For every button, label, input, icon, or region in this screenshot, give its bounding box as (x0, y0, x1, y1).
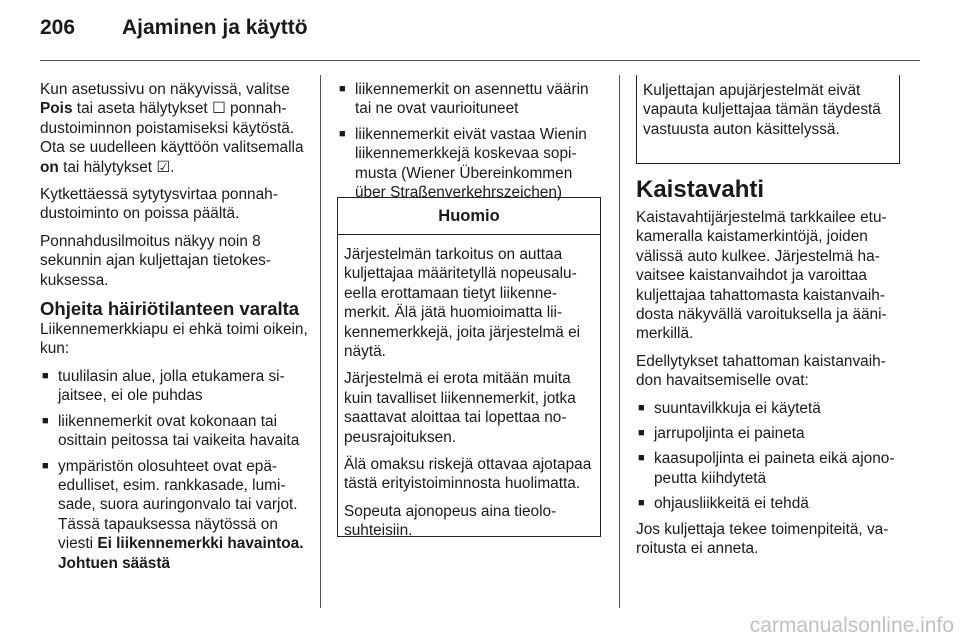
paragraph-popup: Ponnahdusilmoitus näkyy noin 8 sekunnin ajan kuljettajan tietokeskuksessa. (40, 232, 272, 289)
list-item: ■ liikennemerkit eivät vastaa Wienin liikennemerkkejä koskevaa sopimusta (Wiener Übereinkommen über Straßenverkehrszeichen) (337, 125, 603, 203)
paragraph-warning-note: Jos kuljettaja tekee toimenpiteitä, varoitusta ei anneta. (636, 520, 889, 558)
page-title: Ajaminen ja käyttö (122, 16, 308, 39)
column-divider-2 (619, 75, 620, 608)
list-item: ■ ohjausliikkeitä ei tehdä (636, 494, 906, 513)
page-number: 206 (40, 16, 76, 39)
paragraph-description: Kaistavahtijärjestelmä tarkkailee etukameralla kaistamerkintöjä, joiden välissä auto kulkee. Järjestelmä havaitsee kaistanvaihdot ja varoittaa kuljettajaa tahattomasta kaistanvaihdosta näkyvällä varoituksella ja äänimerkillä. (636, 209, 887, 343)
list-item: ■ liikennemerkit on asennettu väärin tai ne ovat vaurioituneet (337, 80, 603, 119)
list-item: ■ tuulilasin alue, jolla etukamera sijaitsee, ei ole puhdas (40, 367, 310, 406)
column-divider-1 (320, 75, 321, 608)
huomio-title: Huomio (338, 197, 600, 235)
list-item: ■ jarrupoljinta ei paineta (636, 424, 906, 443)
list-item: ■ kaasupoljinta ei paineta eikä ajonopeutta kiihdytetä (636, 449, 906, 488)
section-heading-troubleshooting: Ohjeita häiriötilanteen varalta (40, 298, 300, 320)
paragraph-conditions: Edellytykset tahattoman kaistanvaihdon havaitsemiselle ovat: (636, 352, 886, 390)
paragraph-ignition: Kytkettäessä sytytysvirtaa ponnahdustoiminto on poissa päältä. (40, 186, 278, 223)
huomio-paragraph: Sopeuta ajonopeus aina tieolosuhteisiin. (344, 502, 557, 540)
huomio-body (338, 235, 600, 541)
column-2 (337, 80, 603, 208)
notice-box: Kuljettajan apujärjestelmät eivät vapauta kuljettajaa tämän täydestä vastuusta auton käsittelyssä. (636, 75, 900, 164)
huomio-paragraph: Älä omaksu riskejä ottavaa ajotapaa tästä erityistoiminnosta huolimatta. (344, 456, 592, 493)
list-item: ■ ympäristön olosuhteet ovat epäedulliset, esim. rankkasade, lumisade, suora auringonvalo tai varjot. Tässä tapauksessa näytössä on viesti Ei liikennemerkki havaintoa. Johtuen säästä (40, 457, 310, 573)
huomio-paragraph: Järjestelmän tarkoitus on auttaa kuljettajaa määritetyllä nopeusalueella erottamaan tietyt liikennemerkit. Älä jätä huomioimatta liikennemerkkejä, joita järjestelmä ei näytä. (344, 246, 581, 361)
paragraph-intro: Liikennemerkkiapu ei ehkä toimi oikein, kun: (40, 321, 308, 358)
section-heading-kaistavahti: Kaistavahti (636, 176, 765, 203)
column-1 (40, 80, 310, 579)
bullet-list (40, 367, 310, 573)
huomio-paragraph: Järjestelmä ei erota mitään muita kuin tavalliset liikennemerkit, jotka saattavat aloittaa tai lopettaa nopeusrajoituksen. (344, 370, 576, 446)
paragraph-settings: Kun asetussivu on näkyvissä, valitse Pois tai aseta hälytykset ☐ ponnahdustoiminnon poistamiseksi käytöstä. Ota se uudelleen käyttöön valitsemalla on tai hälytykset ☑. (40, 81, 304, 176)
header-rule (40, 60, 920, 61)
column-3 (636, 176, 906, 567)
bullet-list (337, 80, 603, 202)
bullet-list (636, 399, 906, 514)
watermark: carmanualsonline.info (749, 614, 954, 637)
huomio-box (337, 197, 601, 540)
list-item: ■ suuntavilkkuja ei käytetä (636, 399, 906, 418)
list-item: ■ liikennemerkit ovat kokonaan tai osittain peitossa tai vaikeita havaita (40, 412, 310, 451)
page-header (40, 14, 920, 54)
